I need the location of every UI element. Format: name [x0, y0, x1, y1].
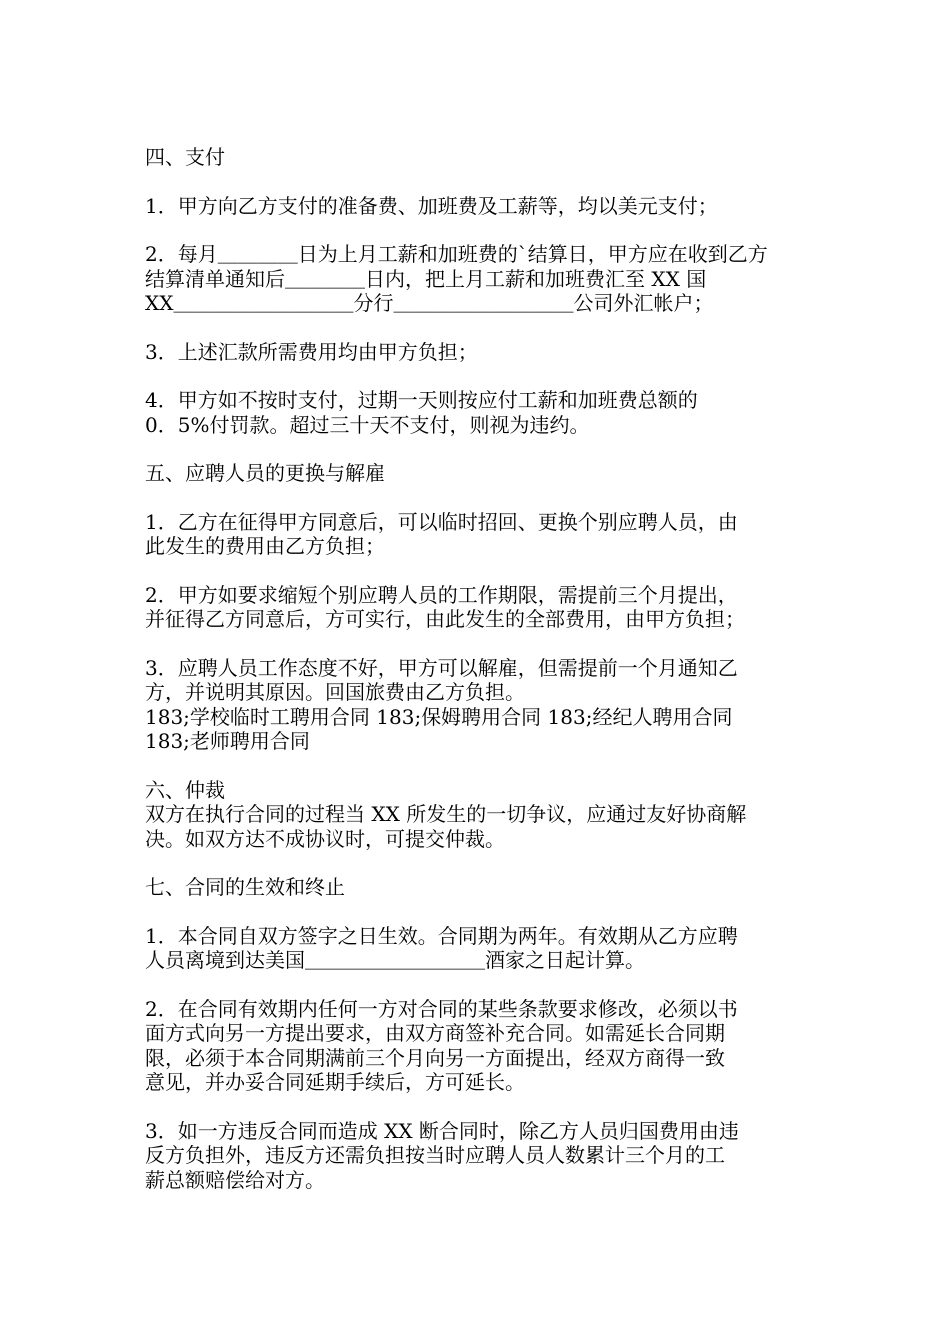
section-7-clause-2-line-3: 限，必须于本合同期满前三个月向另一方面提出，经双方商得一致: [145, 1045, 725, 1070]
section-7-clause-1: 1．本合同自双方签字之日生效。合同期为两年。有效期从乙方应聘: [145, 923, 738, 948]
section-7-clause-1-line-2: 人员离境到达美国＿＿＿＿＿＿＿＿＿酒家之日起计算。: [145, 948, 645, 972]
section-7-clause-3-line-3: 薪总额赔偿给对方。: [145, 1167, 325, 1192]
section-4-clause-4-line-2: 0．5%付罚款。超过三十天不支付，则视为违约。: [145, 412, 590, 437]
related-links: 183;学校临时工聘用合同 183;保姆聘用合同 183;经纪人聘用合同: [145, 704, 733, 729]
section-4-clause-1: 1．甲方向乙方支付的准备费、加班费及工薪等，均以美元支付；: [145, 193, 718, 218]
related-links-line-2: 183;老师聘用合同: [145, 729, 310, 753]
section-7-clause-3: 3．如一方违反合同而造成 XX 断合同时，除乙方人员归国费用由违: [145, 1118, 739, 1143]
section-4-heading: 四、支付: [145, 145, 225, 169]
section-4-clause-2-line-3: XX＿＿＿＿＿＿＿＿＿分行＿＿＿＿＿＿＿＿＿公司外汇帐户；: [145, 291, 714, 315]
section-5-heading: 五、应聘人员的更换与解雇: [145, 461, 385, 485]
document-page: [145, 145, 810, 1192]
section-4-clause-3: 3．上述汇款所需费用均由甲方负担；: [145, 339, 478, 364]
section-5-clause-2-line-2: 并征得乙方同意后，方可实行，由此发生的全部费用，由甲方负担；: [145, 607, 745, 631]
section-6-paragraph-line-2: 决。如双方达不成协议时，可提交仲裁。: [145, 826, 505, 851]
section-5-clause-2: 2．甲方如要求缩短个别应聘人员的工作期限，需提前三个月提出，: [145, 582, 738, 607]
section-7-clause-2-line-4: 意见，并办妥合同延期手续后，方可延长。: [145, 1070, 525, 1094]
section-5-clause-1: 1．乙方在征得甲方同意后，可以临时招回、更换个别应聘人员，由: [145, 509, 738, 534]
section-7-heading: 七、合同的生效和终止: [145, 875, 345, 899]
section-5-clause-3-line-2: 方，并说明其原因。回国旅费由乙方负担。: [145, 680, 525, 704]
section-7-clause-2: 2．在合同有效期内任何一方对合同的某些条款要求修改，必须以书: [145, 996, 738, 1021]
section-4-clause-2: 2．每月＿＿＿＿日为上月工薪和加班费的`结算日，甲方应在收到乙方: [145, 242, 768, 266]
section-6-paragraph: 双方在执行合同的过程当 XX 所发生的一切争议，应通过友好协商解: [145, 802, 747, 826]
section-4-clause-2-line-2: 结算清单通知后＿＿＿＿日内，把上月工薪和加班费汇至 XX 国: [145, 266, 707, 291]
section-4-clause-4: 4．甲方如不按时支付，过期一天则按应付工薪和加班费总额的: [145, 388, 698, 412]
section-5-clause-3: 3．应聘人员工作态度不好，甲方可以解雇，但需提前一个月通知乙: [145, 655, 738, 680]
section-7-clause-3-line-2: 反方负担外，违反方还需负担按当时应聘人员人数累计三个月的工: [145, 1143, 725, 1167]
section-6-heading: 六、仲裁: [145, 777, 225, 802]
section-5-clause-1-line-2: 此发生的费用由乙方负担；: [145, 534, 385, 558]
section-7-clause-2-line-2: 面方式向另一方提出要求，由双方商签补充合同。如需延长合同期: [145, 1021, 725, 1045]
